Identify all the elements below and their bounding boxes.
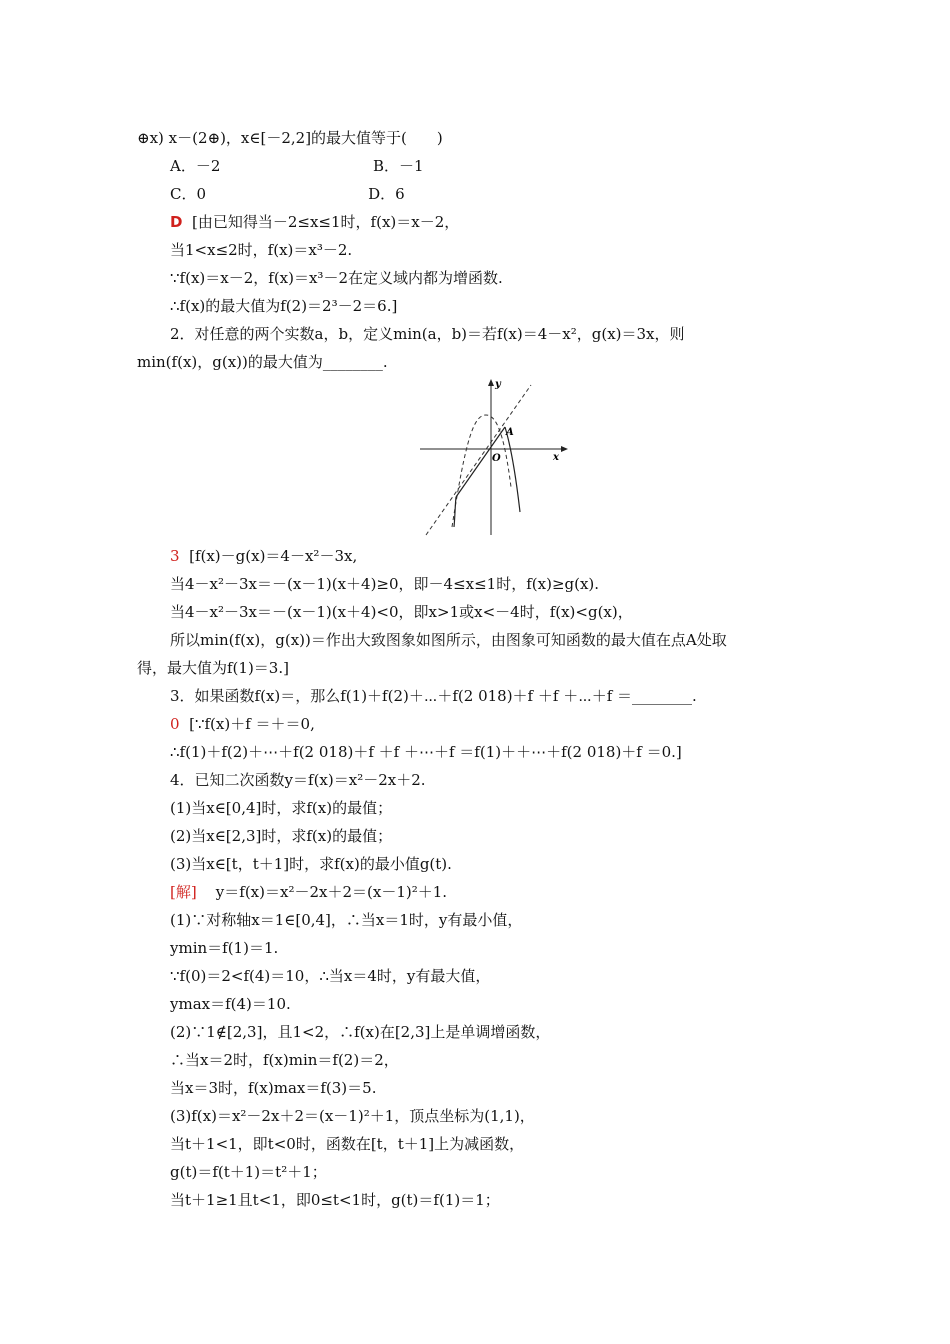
text-line [170, 1190, 500, 1210]
text-line [170, 1106, 535, 1126]
line-text: ymin＝f(1)＝1. [170, 939, 279, 957]
y-axis-label: y [495, 379, 501, 390]
line-text: ∴f(1)＋f(2)＋⋯＋f(2 018)＋f ＋f ＋⋯＋f ＝f(1)＋＋⋯＋f(2 018)＋f ＝0.] [170, 743, 682, 761]
line-text: ymax＝f(4)＝10. [170, 995, 291, 1013]
text-line [170, 296, 397, 316]
line-text: 当t＋1≥1且t<1，即0≤t<1时，g(t)＝f(1)＝1； [170, 1191, 500, 1209]
line-text: 所以min(f(x)，g(x))＝作出大致图象如图所示，由图象可知函数的最大值在点A处取 [170, 631, 727, 649]
x-axis-label: x [553, 452, 559, 463]
text-line [170, 602, 633, 622]
line-text: ∵f(x)＝x－2，f(x)＝x³－2在定义域内都为增函数. [170, 269, 503, 287]
text-line [170, 798, 392, 818]
text-line [170, 1134, 524, 1154]
text-line [170, 770, 426, 790]
text-line [170, 966, 490, 986]
line-dashed [426, 385, 531, 535]
text-line [137, 128, 443, 148]
line-text: (2)∵1∉[2,3]，且1<2，∴f(x)在[2,3]上是单调增函数， [170, 1023, 551, 1041]
text-line [137, 352, 388, 372]
line-text: ∴f(x)的最大值为f(2)＝2³－2＝6.] [170, 297, 398, 315]
line-text: 当x＝3时，f(x)max＝f(3)＝5. [170, 1079, 377, 1097]
text-line [170, 994, 291, 1014]
graph-figure [418, 377, 573, 537]
line-text: (2)当x∈[2,3]时，求f(x)的最值； [170, 827, 393, 845]
text-line [170, 1022, 550, 1042]
line-text: 当4－x²－3x＝－(x－1)(x＋4)≥0，即－4≤x≤1时，f(x)≥g(x). [170, 575, 600, 593]
text-line [137, 658, 289, 678]
line-text: (3)f(x)＝x²－2x＋2＝(x－1)²＋1，顶点坐标为(1,1)， [170, 1107, 535, 1125]
text-line [170, 882, 447, 902]
y-axis-arrow [488, 379, 494, 386]
text-line [170, 910, 522, 930]
text-line [170, 714, 315, 734]
origin-label: O [492, 453, 501, 464]
text-line [170, 324, 685, 344]
line-text: y＝f(x)＝x²－2x＋2＝(x－1)²＋1. [206, 883, 448, 901]
min-graph-right-branch [505, 427, 520, 512]
text-line [170, 268, 503, 288]
text-line [170, 630, 727, 650]
line-text: [由已知得当－2≤x≤1时，f(x)＝x－2， [192, 213, 460, 231]
point-a-label: A [506, 427, 514, 438]
text-line [170, 854, 452, 874]
line-text: g(t)＝f(t＋1)＝t²＋1； [170, 1163, 327, 1181]
text-line [170, 240, 352, 260]
answer-label: [解] [170, 883, 197, 901]
line-text: ⊕x) x－(2⊕)，x∈[－2,2]的最大值等于( ) [137, 129, 443, 147]
line-text: 当1<x≤2时，f(x)＝x³－2. [170, 241, 353, 259]
line-text: 3．如果函数f(x)＝，那么f(1)＋f(2)＋⋯＋f(2 018)＋f ＋f ＋⋯＋f ＝________. [170, 687, 697, 705]
line-text: 当4－x²－3x＝－(x－1)(x＋4)<0，即x>1或x<－4时，f(x)<g(x)， [170, 603, 633, 621]
line-text: min(f(x)，g(x))的最大值为________. [137, 353, 388, 371]
text-line [170, 184, 405, 204]
text-line [170, 1078, 376, 1098]
line-text: ∴当x＝2时，f(x)min＝f(2)＝2， [170, 1051, 399, 1069]
text-line [170, 1162, 327, 1182]
line-text: (1)∵对称轴x＝1∈[0,4]，∴当x＝1时，y有最小值， [170, 911, 523, 929]
line-text: [∵f(x)＋f ＝＋＝0, [189, 715, 315, 733]
line-text: 4．已知二次函数y＝f(x)＝x²－2x＋2. [170, 771, 426, 789]
line-text: 2．对任意的两个实数a，b，定义min(a，b)＝若f(x)＝4－x²，g(x)＝3x，则 [170, 325, 685, 343]
line-text: 当t＋1<1，即t<0时，函数在[t，t＋1]上为减函数， [170, 1135, 525, 1153]
line-text: C．0 D．6 [170, 185, 405, 203]
text-line [170, 686, 697, 706]
text-line [170, 938, 278, 958]
answer-label: D [170, 213, 183, 231]
text-line [170, 826, 392, 846]
text-line [170, 212, 459, 232]
text-line [170, 742, 682, 762]
line-text: [f(x)－g(x)＝4－x²－3x, [189, 547, 358, 565]
line-text: (1)当x∈[0,4]时，求f(x)的最值； [170, 799, 393, 817]
line-text: (3)当x∈[t，t＋1]时，求f(x)的最小值g(t). [170, 855, 452, 873]
text-line [170, 574, 599, 594]
x-axis-arrow [561, 446, 568, 452]
answer-label: 3 [170, 547, 180, 565]
line-text: ∵f(0)＝2<f(4)＝10，∴当x＝4时，y有最大值， [170, 967, 491, 985]
text-line [170, 156, 424, 176]
line-text: 得，最大值为f(1)＝3.] [137, 659, 289, 677]
line-text: A．－2 B．－1 [170, 157, 424, 175]
text-line [170, 1050, 399, 1070]
text-line [170, 546, 357, 566]
answer-label: 0 [170, 715, 180, 733]
